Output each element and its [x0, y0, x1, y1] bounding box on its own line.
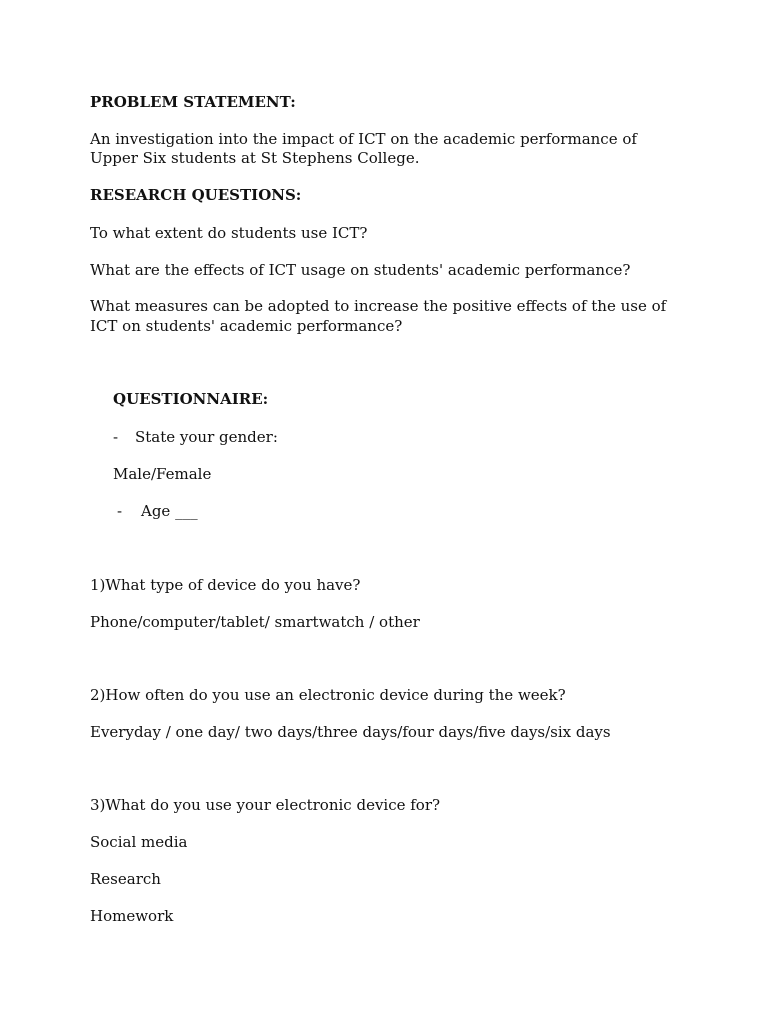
gender-prompt: State your gender:	[135, 428, 278, 446]
questionnaire-question-1-options: Phone/computer/tablet/ smartwatch / other	[90, 613, 420, 631]
research-question-2: What are the effects of ICT usage on students' academic performance?	[90, 261, 631, 279]
bullet-dash: -	[113, 428, 119, 446]
research-questions-heading: RESEARCH QUESTIONS:	[90, 186, 302, 204]
option-social-media: Social media	[90, 833, 188, 851]
research-question-1: To what extent do students use ICT?	[90, 224, 368, 242]
questionnaire-question-1: 1)What type of device do you have?	[90, 576, 361, 594]
gender-question	[113, 428, 278, 447]
age-question	[117, 502, 198, 521]
option-research: Research	[90, 870, 161, 888]
questionnaire-question-3: 3)What do you use your electronic device for?	[90, 796, 441, 814]
problem-statement-text-line-2: Upper Six students at St Stephens College.	[90, 149, 420, 167]
research-question-3-line-1: What measures can be adopted to increase the positive effects of the use of	[90, 297, 667, 315]
bullet-dash: -	[117, 502, 123, 520]
questionnaire-question-2: 2)How often do you use an electronic device during the week?	[90, 686, 566, 704]
problem-statement-text-line-1: An investigation into the impact of ICT on the academic performance of	[90, 130, 637, 148]
option-homework: Homework	[90, 907, 174, 925]
questionnaire-heading: QUESTIONNAIRE:	[113, 390, 269, 408]
problem-statement-heading: PROBLEM STATEMENT:	[90, 93, 296, 111]
age-prompt: Age ___	[141, 502, 198, 520]
research-question-3-line-2: ICT on students' academic performance?	[90, 317, 403, 335]
gender-options: Male/Female	[113, 465, 212, 483]
questionnaire-question-2-options: Everyday / one day/ two days/three days/four days/five days/six days	[90, 723, 611, 741]
